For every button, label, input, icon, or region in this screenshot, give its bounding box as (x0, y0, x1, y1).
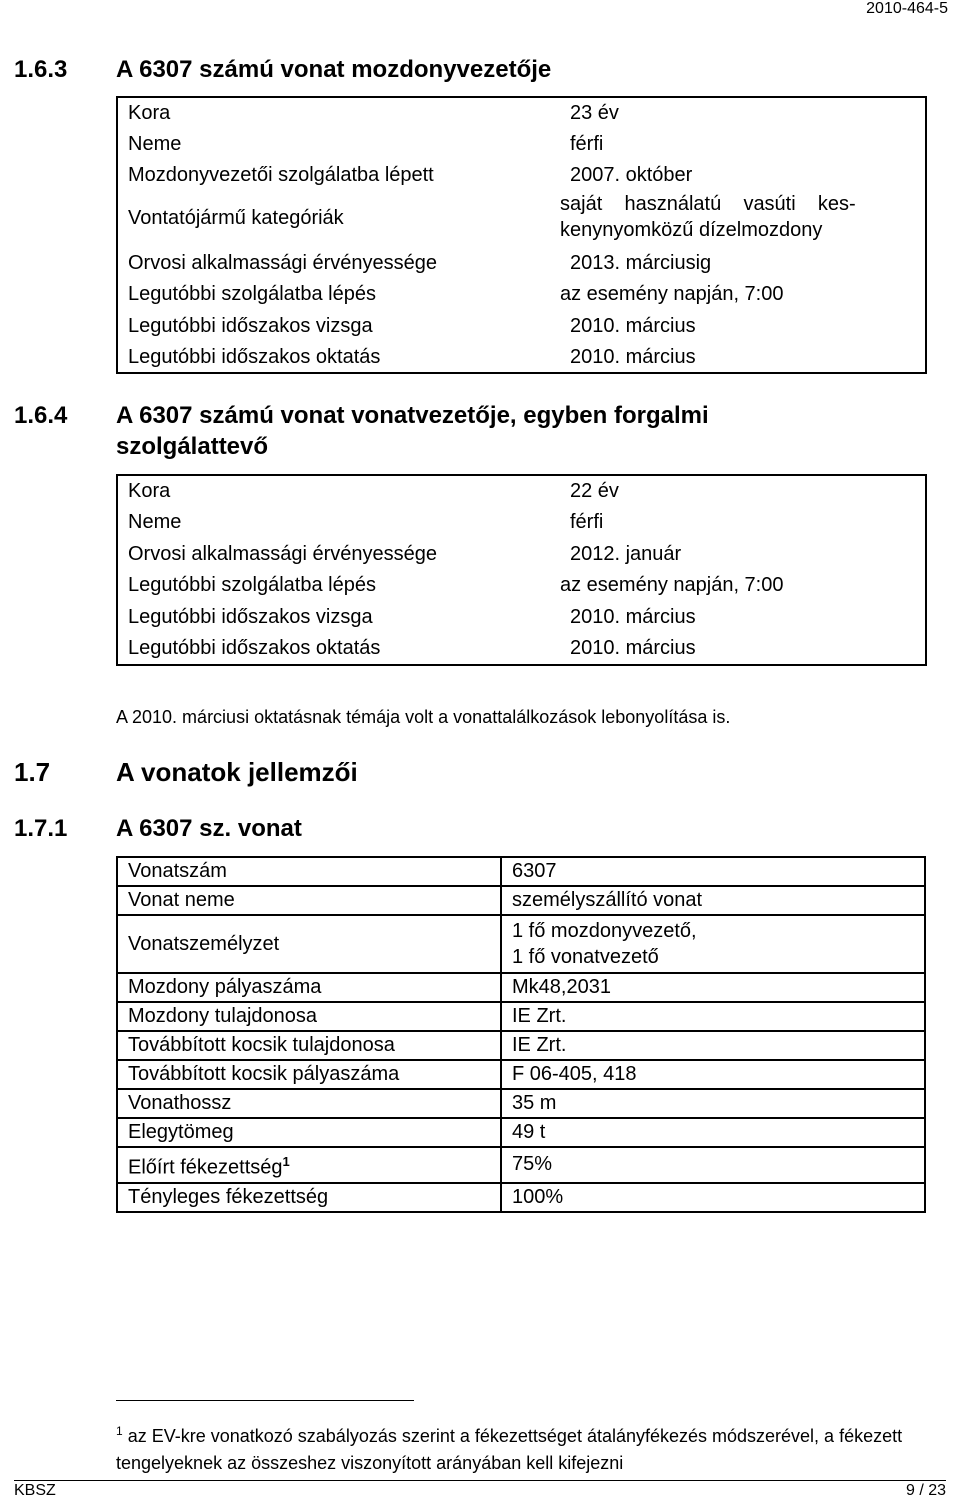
section-title-line2: szolgálattevő (116, 433, 269, 460)
table-row (128, 476, 925, 507)
row-label: Vonatszemélyzet (117, 915, 501, 973)
row-value: 2007. október (570, 164, 693, 186)
row-value: 35 m (501, 1089, 925, 1118)
row-label: Neme (128, 133, 182, 155)
row-label: Vonat neme (117, 886, 501, 915)
table-row (117, 857, 925, 886)
row-value: 75% (501, 1147, 925, 1183)
row-value: férfi (570, 511, 604, 533)
section-title-line1: A 6307 számú vonat vonatvezetője, egyben forgalmi (116, 402, 709, 429)
section-title: A 6307 számú vonat mozdonyvezetője (116, 56, 552, 83)
section-number: 1.7 (14, 757, 51, 787)
table-row (128, 129, 925, 160)
section-number: 1.6.3 (14, 56, 68, 83)
footnote-mark: 1 (116, 1424, 123, 1438)
row-value: 2013. márciusig (570, 252, 712, 274)
page-number: 9 / 23 (905, 1482, 946, 1499)
row-label: Mozdonyvezetői szolgálatba lépett (128, 164, 434, 186)
table-row (128, 279, 925, 310)
conductor-table (116, 474, 927, 666)
row-label: Továbbított kocsik tulajdonosa (117, 1031, 501, 1060)
table-row (117, 915, 925, 973)
table-row (128, 98, 925, 129)
row-label: Orvosi alkalmassági érvényessége (128, 543, 438, 565)
footnote (116, 1418, 952, 1477)
row-value: 2012. január (570, 543, 682, 565)
row-value: Mk48,2031 (501, 973, 925, 1002)
table-row (128, 248, 925, 279)
section-heading-1-6-3 (14, 56, 914, 84)
table-row (117, 1002, 925, 1031)
table-row (117, 1031, 925, 1060)
table-row (128, 160, 925, 191)
row-value: 22 év (570, 480, 619, 502)
train-data-table (116, 856, 926, 1213)
table-row (117, 1183, 925, 1212)
row-label: Legutóbbi időszakos oktatás (128, 637, 381, 659)
table-row (117, 973, 925, 1002)
row-value: az esemény napján, 7:00 (560, 574, 784, 596)
table-row (128, 539, 925, 570)
row-value: 2010. március (570, 606, 696, 628)
row-value: IE Zrt. (501, 1031, 925, 1060)
row-value: az esemény napján, 7:00 (560, 283, 784, 305)
row-label: Továbbított kocsik pályaszáma (117, 1060, 501, 1089)
row-label: Neme (128, 511, 182, 533)
table-row (128, 191, 925, 247)
table-row (117, 886, 925, 915)
row-value: 2010. március (570, 346, 696, 368)
training-note: A 2010. márciusi oktatásnak témája volt a vonattalálkozások lebonyolítása is. (116, 707, 731, 727)
section-title: A vonatok jellemzői (116, 757, 358, 787)
row-label: Vonathossz (117, 1089, 501, 1118)
row-label: Elegytömeg (117, 1118, 501, 1147)
row-label: Tényleges fékezettség (117, 1183, 501, 1212)
row-label-cell (117, 1147, 501, 1183)
row-label: Legutóbbi időszakos oktatás (128, 346, 381, 368)
row-value: 49 t (501, 1118, 925, 1147)
section-heading-1-7-1 (14, 815, 914, 843)
table-row (117, 1060, 925, 1089)
row-value: IE Zrt. (501, 1002, 925, 1031)
footnote-text: az EV-kre vonatkozó szabályozás szerint a fékezettséget átalányfékezés módszerével, a fékezett tengelyeknek az összeshez viszonyított arányában kell kifejezni (116, 1426, 903, 1473)
row-value: F 06-405, 418 (501, 1060, 925, 1089)
footnote-separator (116, 1400, 414, 1401)
table-row (128, 507, 925, 538)
row-label: Legutóbbi szolgálatba lépés (128, 574, 376, 596)
row-label: Vontatójármű kategóriák (128, 207, 344, 229)
row-label: Vonatszám (117, 857, 501, 886)
row-value: 2010. március (570, 315, 696, 337)
row-value-line1: 1 fő mozdonyvezető, (512, 920, 697, 942)
row-value-line2: kenynyomközű dízelmozdony (560, 219, 823, 241)
row-value (501, 915, 925, 973)
table-row (117, 1089, 925, 1118)
row-value: 2010. március (570, 637, 696, 659)
row-value: személyszállító vonat (501, 886, 925, 915)
table-row (117, 1147, 925, 1183)
table-row (128, 602, 925, 633)
footer-left: KBSZ (14, 1482, 56, 1499)
row-value-line2: 1 fő vonatvezető (512, 946, 659, 968)
row-label: Kora (128, 102, 171, 124)
row-label: Mozdony tulajdonosa (117, 1002, 501, 1031)
section-number: 1.6.4 (14, 402, 68, 429)
section-heading-1-7 (14, 758, 914, 788)
row-label: Legutóbbi szolgálatba lépés (128, 283, 376, 305)
table-row (117, 1118, 925, 1147)
section-number: 1.7.1 (14, 815, 68, 842)
row-label: Kora (128, 480, 171, 502)
row-label: Legutóbbi időszakos vizsga (128, 606, 373, 628)
row-label: Előírt fékezettség (128, 1156, 283, 1179)
row-value-line1: saját használatú vasúti kes- (560, 193, 856, 215)
row-value: 6307 (501, 857, 925, 886)
footnote-reference[interactable]: 1 (282, 1154, 290, 1169)
row-label: Mozdony pályaszáma (117, 973, 501, 1002)
document-id: 2010-464-5 (866, 0, 948, 17)
row-label: Orvosi alkalmassági érvényessége (128, 252, 438, 274)
row-value: 23 év (570, 102, 619, 124)
section-heading-1-6-4 (14, 402, 914, 462)
row-value: 100% (501, 1183, 925, 1212)
footer-rule (14, 1480, 946, 1481)
table-row (128, 570, 925, 601)
table-row (128, 633, 925, 664)
table-row (128, 311, 925, 342)
driver-table (116, 96, 927, 374)
row-value: férfi (570, 133, 604, 155)
section-title: A 6307 sz. vonat (116, 815, 302, 842)
table-row (128, 342, 925, 373)
row-label: Legutóbbi időszakos vizsga (128, 315, 373, 337)
